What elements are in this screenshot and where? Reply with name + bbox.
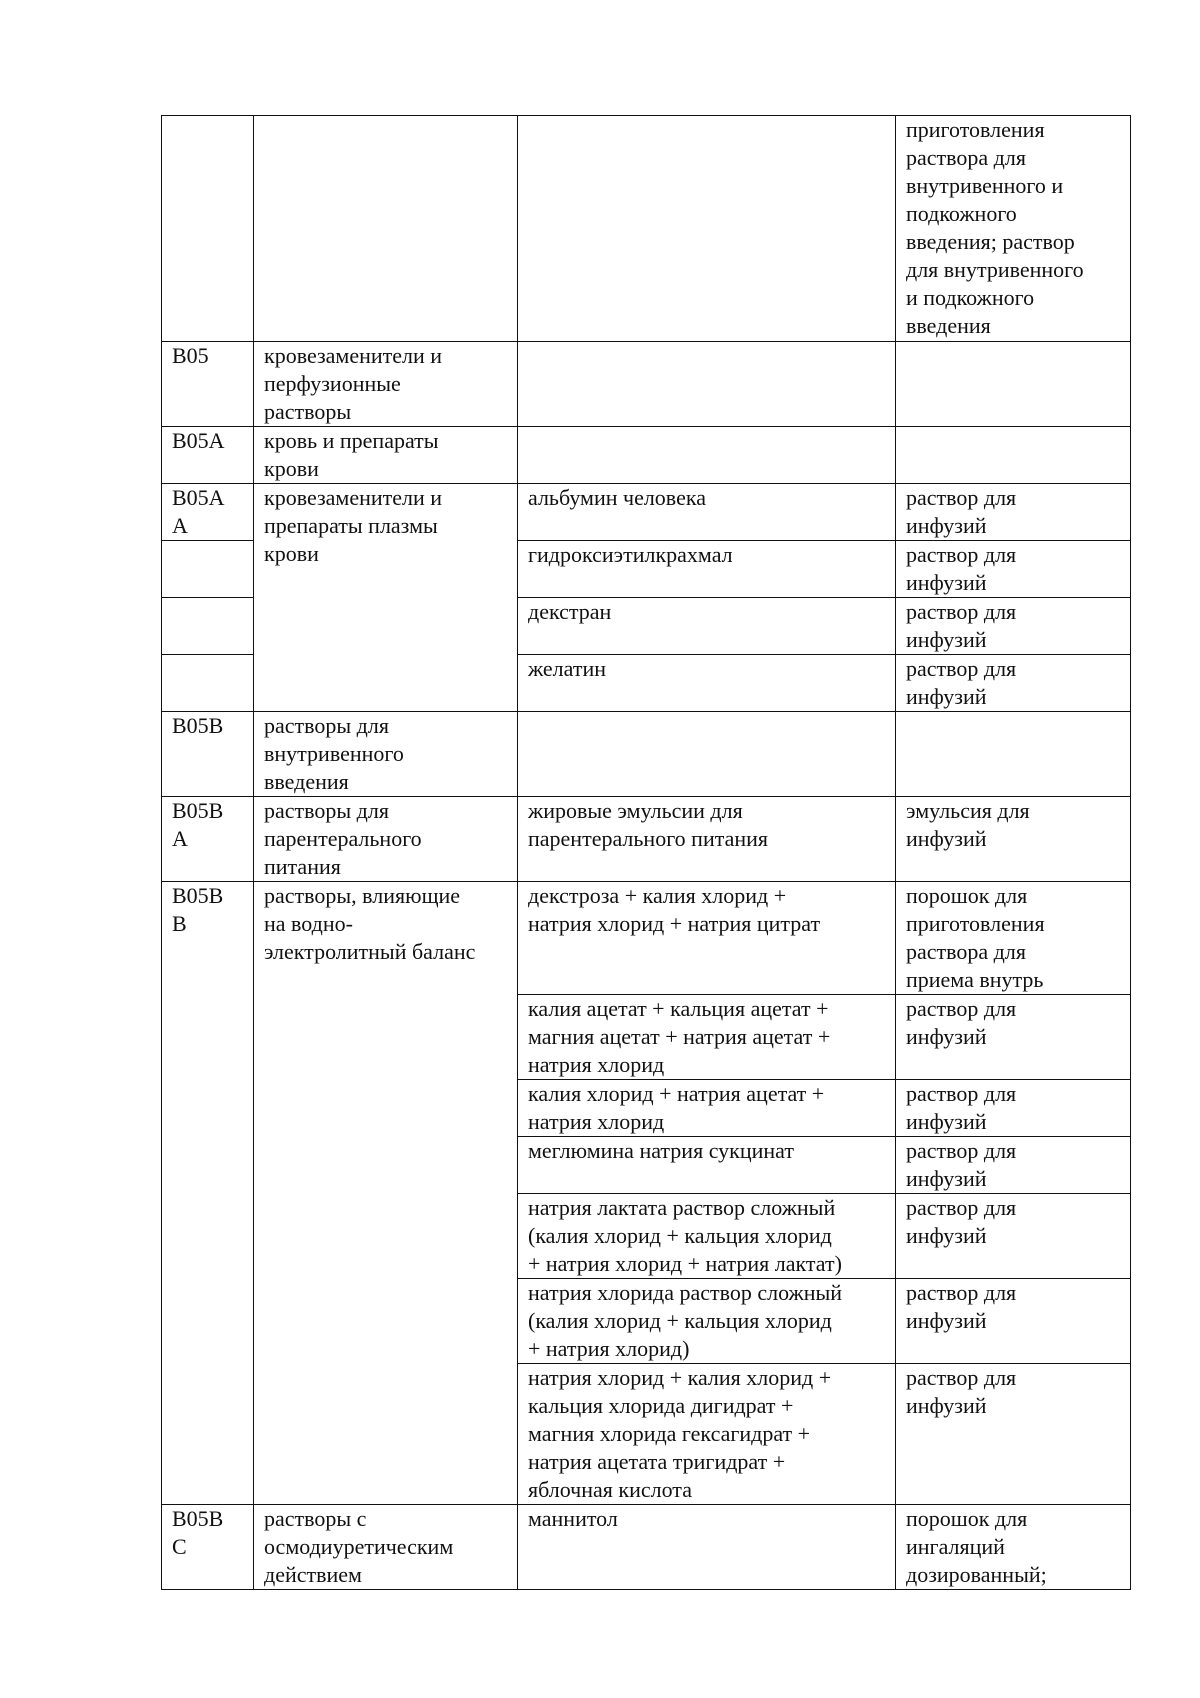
dosage-form-cell: порошок для приготовления раствора для приема внутрь <box>896 882 1131 995</box>
dosage-form-cell: раствор для инфузий <box>896 1137 1131 1194</box>
group-cell: кровезаменители и препараты плазмы крови <box>254 484 518 712</box>
table-row <box>162 427 1131 484</box>
group-cell: растворы, влияющие на водно- электролитный баланс <box>254 882 518 1505</box>
table-row <box>162 484 1131 541</box>
dosage-form-cell: раствор для инфузий <box>896 1364 1131 1505</box>
dosage-form-cell: раствор для инфузий <box>896 484 1131 541</box>
drug-name-cell: маннитол <box>518 1505 896 1590</box>
atc-code-cell <box>162 116 254 342</box>
drug-name-cell: желатин <box>518 655 896 712</box>
dosage-form-cell <box>896 342 1131 427</box>
table-row <box>162 882 1131 995</box>
group-cell: кровь и препараты крови <box>254 427 518 484</box>
group-cell: растворы с осмодиуретическим действием <box>254 1505 518 1590</box>
atc-code-cell: B05A <box>162 427 254 484</box>
drug-name-cell <box>518 342 896 427</box>
drug-name-cell: натрия лактата раствор сложный (калия хлорид + кальция хлорид + натрия хлорид + натрия лактат) <box>518 1194 896 1279</box>
drug-name-cell: натрия хлорид + калия хлорид + кальция хлорида дигидрат + магния хлорида гексагидрат + натрия ацетата тригидрат + яблочная кислота <box>518 1364 896 1505</box>
dosage-form-cell: раствор для инфузий <box>896 995 1131 1080</box>
group-cell <box>254 116 518 342</box>
atc-code-cell <box>162 655 254 712</box>
drug-table <box>161 115 1131 1590</box>
drug-name-cell: декстроза + калия хлорид + натрия хлорид + натрия цитрат <box>518 882 896 995</box>
atc-code-cell: B05B <box>162 712 254 797</box>
drug-name-cell: калия ацетат + кальция ацетат + магния ацетат + натрия ацетат + натрия хлорид <box>518 995 896 1080</box>
atc-code-cell: B05B C <box>162 1505 254 1590</box>
table-row <box>162 1505 1131 1590</box>
group-cell: растворы для внутривенного введения <box>254 712 518 797</box>
group-cell: растворы для парентерального питания <box>254 797 518 882</box>
dosage-form-cell <box>896 712 1131 797</box>
drug-name-cell <box>518 116 896 342</box>
table-row <box>162 116 1131 342</box>
dosage-form-cell: приготовления раствора для внутривенного и подкожного введения; раствор для внутривенного и подкожного введения <box>896 116 1131 342</box>
dosage-form-cell: раствор для инфузий <box>896 598 1131 655</box>
dosage-form-cell: порошок для ингаляций дозированный; <box>896 1505 1131 1590</box>
drug-name-cell: жировые эмульсии для парентерального питания <box>518 797 896 882</box>
dosage-form-cell: раствор для инфузий <box>896 541 1131 598</box>
dosage-form-cell: эмульсия для инфузий <box>896 797 1131 882</box>
drug-name-cell: меглюмина натрия сукцинат <box>518 1137 896 1194</box>
group-cell: кровезаменители и перфузионные растворы <box>254 342 518 427</box>
drug-name-cell: декстран <box>518 598 896 655</box>
dosage-form-cell <box>896 427 1131 484</box>
table-row <box>162 342 1131 427</box>
atc-code-cell: B05A A <box>162 484 254 541</box>
drug-name-cell: натрия хлорида раствор сложный (калия хлорид + кальция хлорид + натрия хлорид) <box>518 1279 896 1364</box>
drug-name-cell <box>518 712 896 797</box>
dosage-form-cell: раствор для инфузий <box>896 1279 1131 1364</box>
dosage-form-cell: раствор для инфузий <box>896 1194 1131 1279</box>
drug-name-cell: гидроксиэтилкрахмал <box>518 541 896 598</box>
atc-code-cell: B05B B <box>162 882 254 1505</box>
dosage-form-cell: раствор для инфузий <box>896 1080 1131 1137</box>
atc-code-cell <box>162 598 254 655</box>
drug-name-cell: альбумин человека <box>518 484 896 541</box>
drug-name-cell <box>518 427 896 484</box>
atc-code-cell: B05B A <box>162 797 254 882</box>
dosage-form-cell: раствор для инфузий <box>896 655 1131 712</box>
table-row <box>162 712 1131 797</box>
atc-code-cell: B05 <box>162 342 254 427</box>
atc-code-cell <box>162 541 254 598</box>
drug-name-cell: калия хлорид + натрия ацетат + натрия хлорид <box>518 1080 896 1137</box>
table-row <box>162 797 1131 882</box>
